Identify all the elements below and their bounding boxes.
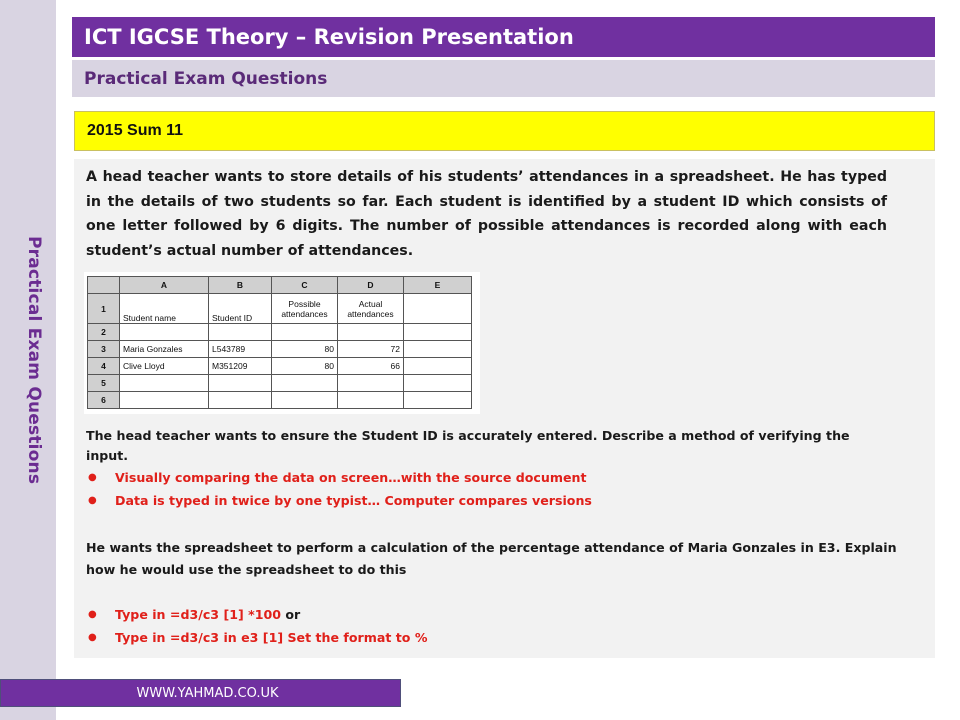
intro-text: A head teacher wants to store details of his students’ attendances in a spreadsheet. He has typed in the details of two students so far. Each student is identified by a student ID which consists of one letter followed by 6 digits. The number of possible attendances is recorded along with each student’s actual number of attendances. bbox=[86, 169, 887, 259]
sheet-cell: Maria Gonzales bbox=[120, 341, 209, 358]
column-header-row bbox=[88, 277, 472, 294]
column-header: A bbox=[120, 277, 209, 294]
column-header: C bbox=[272, 277, 338, 294]
sheet-cell bbox=[338, 324, 404, 341]
sheet-row bbox=[88, 341, 472, 358]
sheet-cell bbox=[404, 358, 472, 375]
website-footer[interactable] bbox=[0, 679, 401, 707]
sheet-cell: L543789 bbox=[209, 341, 272, 358]
sheet-cell bbox=[120, 392, 209, 409]
question-panel bbox=[74, 159, 935, 658]
sheet-cell bbox=[209, 392, 272, 409]
sheet-row bbox=[88, 294, 472, 324]
question-calculation: He wants the spreadsheet to perform a calculation of the percentage attendance of Maria Gonzales in E3. Explain how he would use the spreadsheet to do this bbox=[86, 540, 897, 577]
sheet-cell bbox=[120, 375, 209, 392]
sheet-cell: Actual attendances bbox=[338, 294, 404, 324]
column-header: D bbox=[338, 277, 404, 294]
sheet-cell: Student ID bbox=[209, 294, 272, 324]
spreadsheet-image bbox=[84, 272, 480, 414]
question-verification: The head teacher wants to ensure the Student ID is accurately entered. Describe a method of verifying the input. bbox=[86, 428, 850, 463]
side-title-text: Practical Exam Questions bbox=[24, 235, 44, 485]
exam-reference: 2015 Sum 11 bbox=[74, 111, 935, 151]
row-header: 5 bbox=[88, 375, 120, 392]
sheet-cell bbox=[120, 324, 209, 341]
sheet-cell: M351209 bbox=[209, 358, 272, 375]
sheet-cell bbox=[404, 392, 472, 409]
website-link[interactable]: WWW.YAHMAD.CO.UK bbox=[136, 685, 279, 701]
answers-calculation bbox=[86, 603, 886, 649]
sheet-cell bbox=[272, 375, 338, 392]
spreadsheet-table bbox=[87, 276, 472, 409]
slide-subtitle: Practical Exam Questions bbox=[72, 60, 935, 97]
row-header: 6 bbox=[88, 392, 120, 409]
sheet-cell: 72 bbox=[338, 341, 404, 358]
sheet-row bbox=[88, 358, 472, 375]
column-header: E bbox=[404, 277, 472, 294]
sheet-cell bbox=[209, 375, 272, 392]
column-header: B bbox=[209, 277, 272, 294]
sheet-row bbox=[88, 392, 472, 409]
sheet-row bbox=[88, 324, 472, 341]
sheet-cell: 80 bbox=[272, 341, 338, 358]
answers-verification bbox=[86, 466, 886, 512]
row-header: 2 bbox=[88, 324, 120, 341]
sheet-cell bbox=[338, 375, 404, 392]
sheet-cell bbox=[338, 392, 404, 409]
answer-item: ● Type in =d3/c3 [1] *100 or bbox=[88, 607, 301, 622]
side-title bbox=[22, 0, 46, 720]
corner-cell bbox=[88, 277, 120, 294]
sheet-cell bbox=[272, 324, 338, 341]
row-header: 4 bbox=[88, 358, 120, 375]
sheet-cell bbox=[404, 375, 472, 392]
sheet-cell bbox=[404, 324, 472, 341]
sheet-cell bbox=[272, 392, 338, 409]
answer-item: ● Data is typed in twice by one typist… Computer compares versions bbox=[88, 493, 592, 508]
answer-item: ● Visually comparing the data on screen…with the source document bbox=[88, 470, 587, 485]
sheet-row bbox=[88, 375, 472, 392]
answer-item: ● Type in =d3/c3 in e3 [1] Set the format to % bbox=[88, 630, 428, 645]
sheet-cell: 66 bbox=[338, 358, 404, 375]
sheet-cell bbox=[209, 324, 272, 341]
row-header: 1 bbox=[88, 294, 120, 324]
sheet-cell: 80 bbox=[272, 358, 338, 375]
slide-title: ICT IGCSE Theory – Revision Presentation bbox=[72, 17, 935, 57]
sheet-cell: Clive Lloyd bbox=[120, 358, 209, 375]
sheet-cell: Possible attendances bbox=[272, 294, 338, 324]
row-header: 3 bbox=[88, 341, 120, 358]
sheet-cell: Student name bbox=[120, 294, 209, 324]
sheet-cell bbox=[404, 294, 472, 324]
sheet-cell bbox=[404, 341, 472, 358]
